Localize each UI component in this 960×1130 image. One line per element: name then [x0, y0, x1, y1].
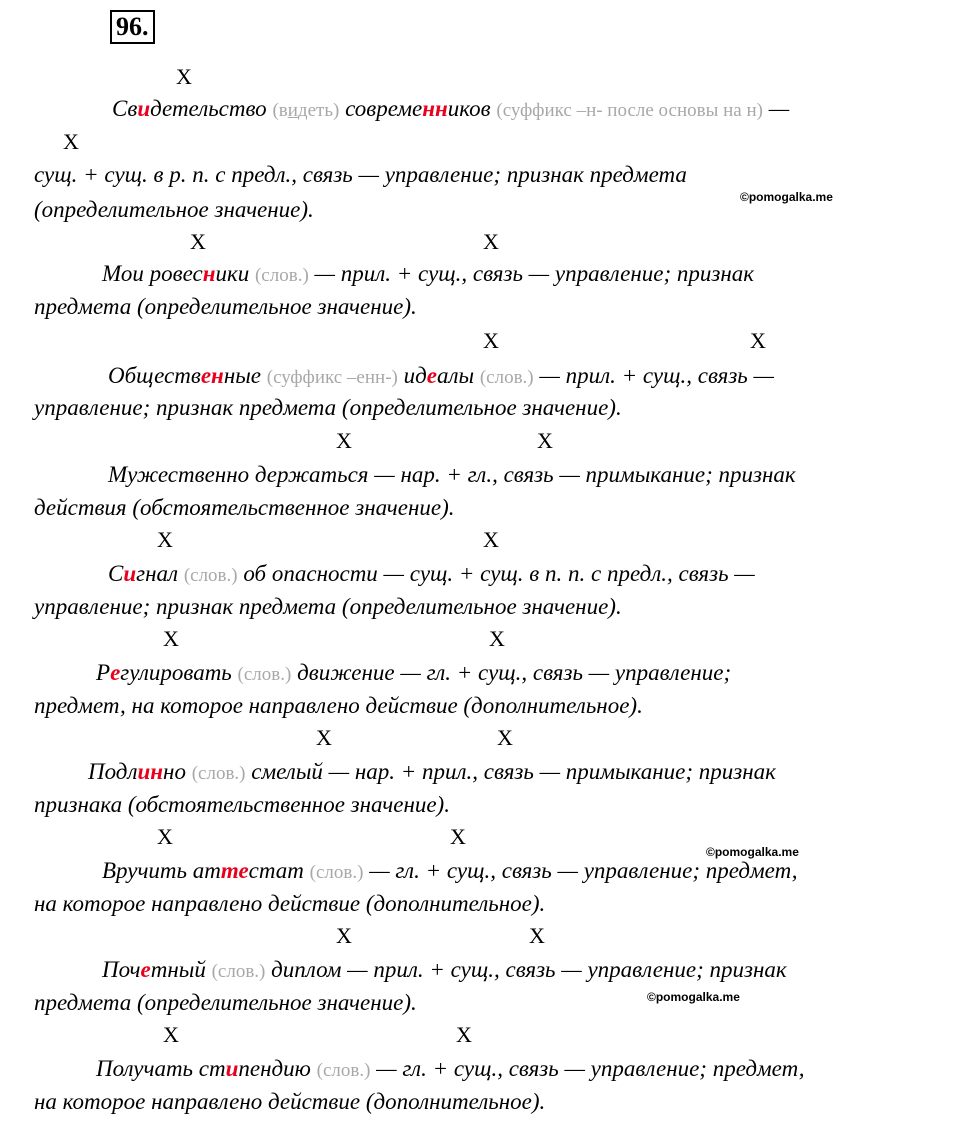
entry-9-line-2: предмета (определительное значение).	[34, 990, 417, 1015]
entry-1-line-2: сущ. + сущ. в р. п. с предл., связь — управление; признак предмета	[34, 162, 687, 187]
entry-7-line-1: Подлинно (слов.) смелый — нар. + прил., связь — примыкание; признак	[88, 759, 776, 784]
entry-6-line-2: предмет, на которое направлено действие (дополнительное).	[34, 693, 643, 718]
entry-2-line-2: предмета (определительное значение).	[34, 294, 417, 319]
entry-3-line-2: управление; признак предмета (определительное значение).	[34, 395, 622, 420]
entry-10-line-1: Получать стипендию (слов.) — гл. + сущ., связь — управление; предмет,	[96, 1056, 805, 1081]
entry-1-line-1: Свидетельство (видеть) современников (суффикс –н- после основы на н) —	[112, 96, 790, 121]
x-mark: X	[529, 923, 545, 948]
entry-8-line-2: на которое направлено действие (дополнительное).	[34, 891, 546, 916]
x-mark: X	[336, 428, 352, 453]
watermark: ©pomogalka.me	[706, 845, 799, 859]
x-mark: X	[456, 1022, 472, 1047]
x-mark: X	[157, 824, 173, 849]
x-mark: X	[157, 527, 173, 552]
entry-4-line-1: Мужественно держаться — нар. + гл., связь — примыкание; признак	[108, 462, 796, 487]
entry-6-line-1: Регулировать (слов.) движение — гл. + сущ., связь — управление;	[96, 660, 732, 685]
entry-5-line-1: Сигнал (слов.) об опасности — сущ. + сущ. в п. п. с предл., связь —	[108, 561, 755, 586]
entry-9-line-1: Почетный (слов.) диплом — прил. + сущ., связь — управление; признак	[102, 957, 787, 982]
entry-5-line-2: управление; признак предмета (определительное значение).	[34, 594, 622, 619]
x-mark: X	[497, 725, 513, 750]
x-mark: X	[483, 229, 499, 254]
x-mark: X	[483, 527, 499, 552]
entry-2-line-1: Мои ровесники (слов.) — прил. + сущ., связь — управление; признак	[102, 261, 755, 286]
x-mark: X	[163, 626, 179, 651]
x-mark: X	[483, 328, 499, 353]
exercise-number: 96.	[110, 10, 155, 44]
x-mark: X	[537, 428, 553, 453]
entry-4-line-2: действия (обстоятельственное значение).	[34, 495, 455, 520]
entry-7-line-2: признака (обстоятельственное значение).	[34, 792, 450, 817]
x-mark: X	[316, 725, 332, 750]
entry-10-line-2: на которое направлено действие (дополнительное).	[34, 1089, 546, 1114]
x-mark: X	[750, 328, 766, 353]
x-mark: X	[336, 923, 352, 948]
x-mark: X	[450, 824, 466, 849]
x-mark: X	[63, 129, 79, 154]
watermark: ©pomogalka.me	[740, 190, 833, 204]
watermark: ©pomogalka.me	[647, 990, 740, 1004]
entry-8-line-1: Вручить аттестат (слов.) — гл. + сущ., связь — управление; предмет,	[102, 858, 798, 883]
entry-3-line-1: Общественные (суффикс –енн-) идеалы (слов.) — прил. + сущ., связь —	[108, 363, 774, 388]
entry-1-line-3: (определительное значение).	[34, 197, 314, 222]
x-mark: X	[163, 1022, 179, 1047]
x-mark: X	[489, 626, 505, 651]
x-mark: X	[176, 64, 192, 89]
x-mark: X	[190, 229, 206, 254]
